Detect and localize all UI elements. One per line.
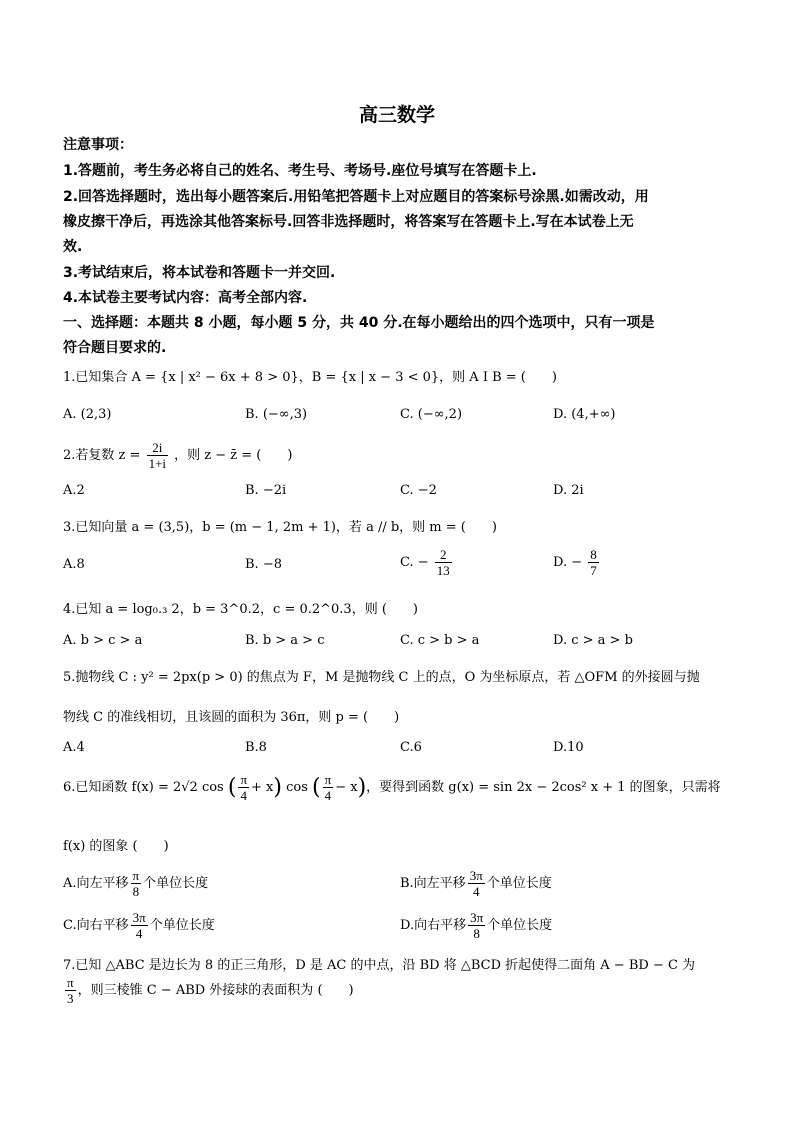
section-heading-cont: 符合题目要求的. [63,340,167,356]
question-2-stem-post: ，则 z − z̄ = ( ) [174,448,293,463]
question-4-option-a: A. b > c > a [63,633,143,648]
question-2-option-a: A.2 [63,483,85,498]
option-prefix: D.向右平移 [400,918,467,933]
note-item: 4.本试卷主要考试内容：高考全部内容. [63,290,308,306]
fraction-denominator: 13 [436,563,450,578]
question-6-option-a [63,868,208,899]
question-5-option-b: B.8 [245,740,267,755]
fraction-numerator: π [240,772,248,787]
question-4-option-d: D. c > a > b [553,633,633,648]
question-6-option-c [63,910,215,941]
question-6-option-d [400,910,552,941]
question-3-option-b: B. −8 [245,557,282,572]
question-4-stem: 4.已知 a = log₀.₃ 2，b = 3^0.2，c = 0.2^0.3，则 ( ) [63,602,418,617]
fraction-denominator: 4 [135,926,143,941]
question-2-option-d: D. 2i [553,483,584,498]
fraction-numerator: 3π [132,910,146,925]
question-6-stem-cont: f(x) 的图象 ( ) [63,839,169,854]
option-suffix: 个单位长度 [486,876,552,891]
option-label: C. − [400,555,429,570]
question-2-fraction [147,440,168,471]
question-6-stem-c: cos [286,780,308,795]
fraction-denominator: 8 [473,926,480,941]
fraction-numerator: π [132,868,140,883]
question-5-option-a: A.4 [63,740,85,755]
option-fraction [468,868,485,899]
note-item: 橡皮擦干净后，再选涂其他答案标号.回答非选择题时，将答案写在答题卡上.写在本试卷上无 [63,214,634,230]
fraction-numerator: π [324,772,332,787]
question-3-option-c [400,547,454,578]
question-1-stem: 1.已知集合 A = {x | x² − 6x + 8 > 0}，B = {x | x − 3 < 0}，则 A I B = ( ) [63,370,557,385]
question-1-option-a: A. (2,3) [63,407,112,422]
notes-heading: 注意事项： [63,137,133,153]
note-item: 3.考试结束后，将本试卷和答题卡一并交回. [63,265,336,281]
option-fraction [435,547,452,578]
left-paren: ( [227,775,237,800]
question-2-option-c: C. −2 [400,483,437,498]
question-5-stem-cont: 物线 C 的准线相切，且该圆的面积为 36π，则 p = ( ) [63,710,400,725]
pi-over-4-fraction [238,772,249,803]
note-item: 2.回答选择题时，选出每小题答案后.用铅笔把答题卡上对应题目的答案标号涂黑.如需改动，用 [63,189,649,205]
question-4-option-c: C. c > b > a [400,633,480,648]
pi-over-4-fraction [323,772,334,803]
question-4-option-b: B. b > a > c [245,633,325,648]
option-suffix: 个单位长度 [487,918,553,933]
note-item: 效. [63,239,83,255]
fraction-denominator: 4 [324,788,332,803]
fraction-denominator: 3 [67,991,74,1006]
fraction-numerator: 2 [435,547,452,563]
question-6-stem [63,772,721,803]
question-3-option-d [553,547,601,578]
fraction-numerator: 3π [470,910,484,925]
fraction-numerator: π [67,975,74,990]
question-7-stem-tail: ，则三棱锥 C − ABD 外接球的表面积为 ( ) [77,983,354,998]
option-prefix: A.向左平移 [63,876,129,891]
question-3-stem: 3.已知向量 a = (3,5)，b = (m − 1, 2m + 1)，若 a // b，则 m = ( ) [63,520,497,535]
fraction-denominator: 4 [240,788,247,803]
option-fraction [131,868,142,899]
option-suffix: 个单位长度 [143,876,209,891]
option-fraction [468,910,485,941]
question-5-stem: 5.抛物线 C : y² = 2px(p > 0) 的焦点为 F，M 是抛物线 C 上的点，O 为坐标原点，若 △OFM 的外接圆与抛 [63,670,700,685]
question-5-option-d: D.10 [553,740,584,755]
question-5-option-c: C.6 [400,740,422,755]
question-2-stem [63,440,292,471]
fraction-denominator: 7 [590,563,597,578]
option-fraction [588,547,599,578]
right-paren: ) [357,775,367,800]
page-title: 高三数学 [358,104,435,126]
option-suffix: 个单位长度 [149,918,215,933]
fraction-numerator: 3π [469,868,483,883]
question-1-option-c: C. (−∞,2) [400,407,463,422]
right-paren: ) [273,775,282,800]
option-label: D. − [553,555,583,570]
fraction-denominator: 1+i [148,456,167,471]
fraction-denominator: 8 [132,884,140,899]
question-7-stem-cont [63,975,354,1006]
question-7-stem: 7.已知 △ABC 是边长为 8 的正三角形，D 是 AC 的中点，沿 BD 将 △BCD 折起使得二面角 A − BD − C 为 [63,958,696,973]
left-paren: ( [312,775,321,800]
question-3-option-a: A.8 [63,557,85,572]
question-2-option-b: B. −2i [245,483,287,498]
option-prefix: B.向左平移 [400,876,466,891]
fraction-numerator: 8 [590,547,597,562]
question-6-stem-e: ，要得到函数 g(x) = sin 2x − 2cos² x + 1 的图象，只需将 [366,780,721,795]
question-6-stem-d: − x [335,780,358,795]
question-6-stem-a: 6.已知函数 f(x) = 2√2 cos [63,780,224,795]
question-6-stem-b: + x [251,780,274,795]
question-1-option-d: D. (4,+∞) [553,407,616,422]
section-heading: 一、选择题：本题共 8 小题，每小题 5 分，共 40 分.在每小题给出的四个选项中，只有一项是 [63,315,655,331]
question-6-option-b [400,868,552,899]
question-7-fraction [65,975,76,1006]
question-2-stem-pre: 2.若复数 z = [63,448,141,463]
option-fraction [131,910,148,941]
option-prefix: C.向右平移 [63,918,129,933]
fraction-numerator: 2i [147,440,168,456]
note-item: 1.答题前，考生务必将自己的姓名、考生号、考场号.座位号填写在答题卡上. [63,163,537,179]
question-1-option-b: B. (−∞,3) [245,407,308,422]
fraction-denominator: 4 [472,884,480,899]
